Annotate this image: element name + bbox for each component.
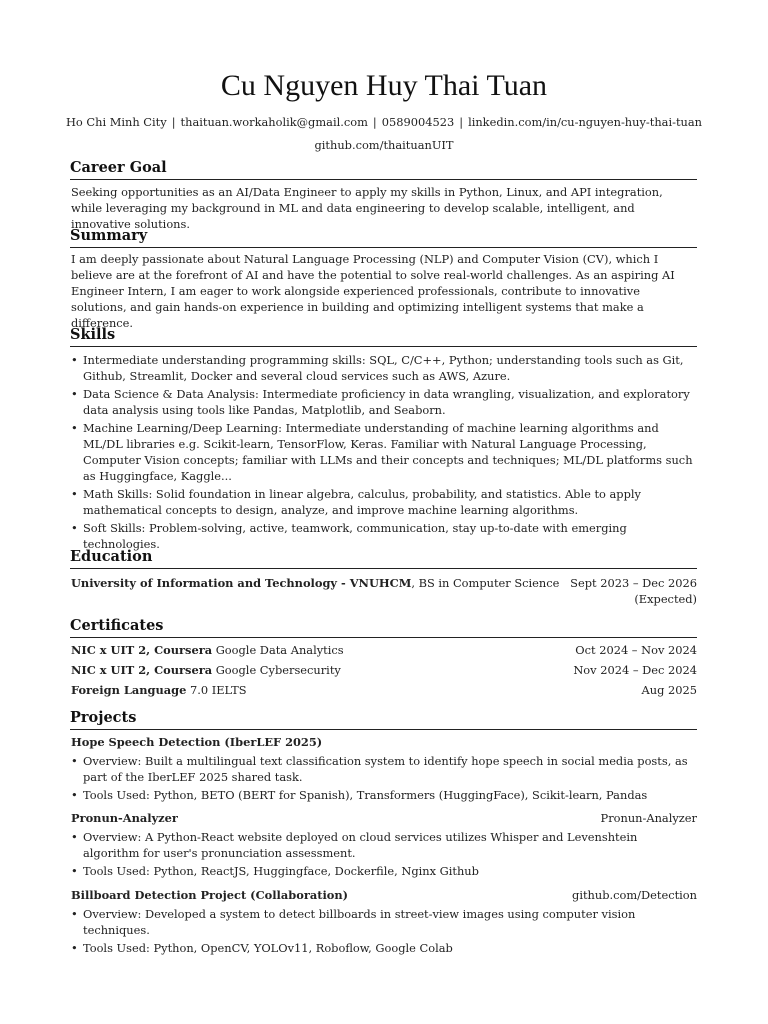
- project-link[interactable]: github.com/Detection: [572, 888, 697, 902]
- certificate-issuer: NIC x UIT 2, Coursera: [71, 643, 213, 657]
- separator: |: [372, 115, 377, 129]
- project-details: [71, 753, 697, 805]
- summary-text: I am deeply passionate about Natural Language Processing (NLP) and Computer Vision (CV), which I believe are at the forefront of AI and have the potential to solve real-world challenges. As an aspiring AI Engineer Intern, I am eager to work alongside experienced professionals, contribute to innovative solutions, and gain hands-on experience in building and optimizing intelligent systems that make a difference.: [71, 252, 675, 330]
- location: Ho Chi Minh City: [65, 115, 167, 129]
- linkedin-link[interactable]: linkedin.com/in/cu-nguyen-huy-thai-tuan: [468, 115, 702, 129]
- certificate-dates: Nov 2024 – Dec 2024: [573, 663, 697, 677]
- education-date-note: (Expected): [634, 592, 697, 606]
- list-item: • Tools Used: Python, BETO (BERT for Spanish), Transformers (HuggingFace), Scikit-learn, Pandas: [71, 787, 697, 803]
- project-name: Pronun-Analyzer: [71, 811, 178, 825]
- certificate-row: [71, 662, 697, 678]
- section-title-certificates: Certificates: [70, 616, 697, 638]
- list-item: • Overview: Developed a system to detect billboards in street-view images using computer vision techniques.: [71, 906, 697, 938]
- list-item: • Intermediate understanding programming skills: SQL, C/C++, Python; understanding tools such as Git, Github, Streamlit, Docker and several cloud services such as AWS, Azure.: [71, 352, 697, 384]
- certificate-row: [71, 642, 697, 658]
- separator: |: [171, 115, 176, 129]
- list-item: • Overview: Built a multilingual text classification system to identify hope speech in social media posts, as part of the IberLEF 2025 shared task.: [71, 753, 697, 785]
- education-date-range: Sept 2023 – Dec 2026: [570, 576, 697, 590]
- list-item: • Tools Used: Python, ReactJS, Huggingface, Dockerfile, Nginx Github: [71, 863, 697, 879]
- degree: , BS in Computer Science: [411, 576, 560, 590]
- project-link[interactable]: Pronun-Analyzer: [600, 811, 697, 825]
- list-item: • Data Science & Data Analysis: Intermediate proficiency in data wrangling, visualization, and exploratory data analysis using tools like Pandas, Matplotlib, and Seaborn.: [71, 386, 697, 418]
- contact-line: [0, 114, 768, 130]
- education-institution: [71, 575, 559, 607]
- list-item: • Soft Skills: Problem-solving, active, teamwork, communication, stay up-to-date with emerging technologies.: [71, 520, 697, 552]
- education-row: [71, 575, 697, 607]
- list-item: • Math Skills: Solid foundation in linear algebra, calculus, probability, and statistics. Able to apply mathematical concepts to design, analyze, and improve machine learning algorithms.: [71, 486, 697, 518]
- section-title-summary: Summary: [70, 226, 697, 248]
- education-dates: [570, 575, 697, 607]
- school-name: University of Information and Technology - VNUHCM: [71, 576, 412, 590]
- project-name: Hope Speech Detection (IberLEF 2025): [71, 735, 323, 749]
- candidate-name: Cu Nguyen Huy Thai Tuan: [220, 69, 548, 102]
- certificate-name: 7.0 IELTS: [186, 683, 247, 697]
- certificate-dates: Oct 2024 – Nov 2024: [575, 643, 697, 657]
- github-link[interactable]: github.com/thaituanUIT: [314, 138, 454, 152]
- section-title-skills: Skills: [70, 325, 697, 347]
- section-title-education: Education: [70, 547, 697, 569]
- section-title-career-goal: Career Goal: [70, 158, 697, 180]
- list-item: • Tools Used: Python, OpenCV, YOLOv11, Roboflow, Google Colab: [71, 940, 697, 956]
- section-title-projects: Projects: [70, 708, 697, 730]
- career-goal-text: Seeking opportunities as an AI/Data Engineer to apply my skills in Python, Linux, and API integration, while leveraging my background in ML and data engineering to develop scalable, intelligent, and innovative solutions.: [71, 185, 663, 231]
- certificate-name: Google Cybersecurity: [212, 663, 341, 677]
- separator: |: [459, 115, 464, 129]
- email-link[interactable]: thaituan.workaholik@gmail.com: [180, 115, 368, 129]
- certificate-dates: Aug 2025: [641, 683, 697, 697]
- project-name: Billboard Detection Project (Collaboration): [71, 888, 349, 902]
- list-item: • Overview: A Python-React website deployed on cloud services utilizes Whisper and Levenshtein algorithm for user's pronunciation assessment.: [71, 829, 697, 861]
- project-header: [71, 810, 697, 826]
- skills-list: [71, 352, 697, 554]
- project-header: [71, 887, 697, 903]
- certificate-row: [71, 682, 697, 698]
- certificate-issuer: NIC x UIT 2, Coursera: [71, 663, 213, 677]
- project-details: [71, 829, 697, 881]
- project-header: [71, 734, 697, 750]
- phone-number: 0589004523: [381, 115, 455, 129]
- certificate-name: Google Data Analytics: [212, 643, 344, 657]
- certificate-issuer: Foreign Language: [71, 683, 187, 697]
- github-line: [0, 137, 768, 153]
- list-item: • Machine Learning/Deep Learning: Intermediate understanding of machine learning algorithms and ML/DL libraries e.g. Scikit-learn, TensorFlow, Keras. Familiar with Natural Language Processing, Computer Vision concepts; familiar with LLMs and their concepts and techniques; ML/DL platforms such as Huggingface, Kaggle...: [71, 420, 697, 484]
- project-details: [71, 906, 697, 958]
